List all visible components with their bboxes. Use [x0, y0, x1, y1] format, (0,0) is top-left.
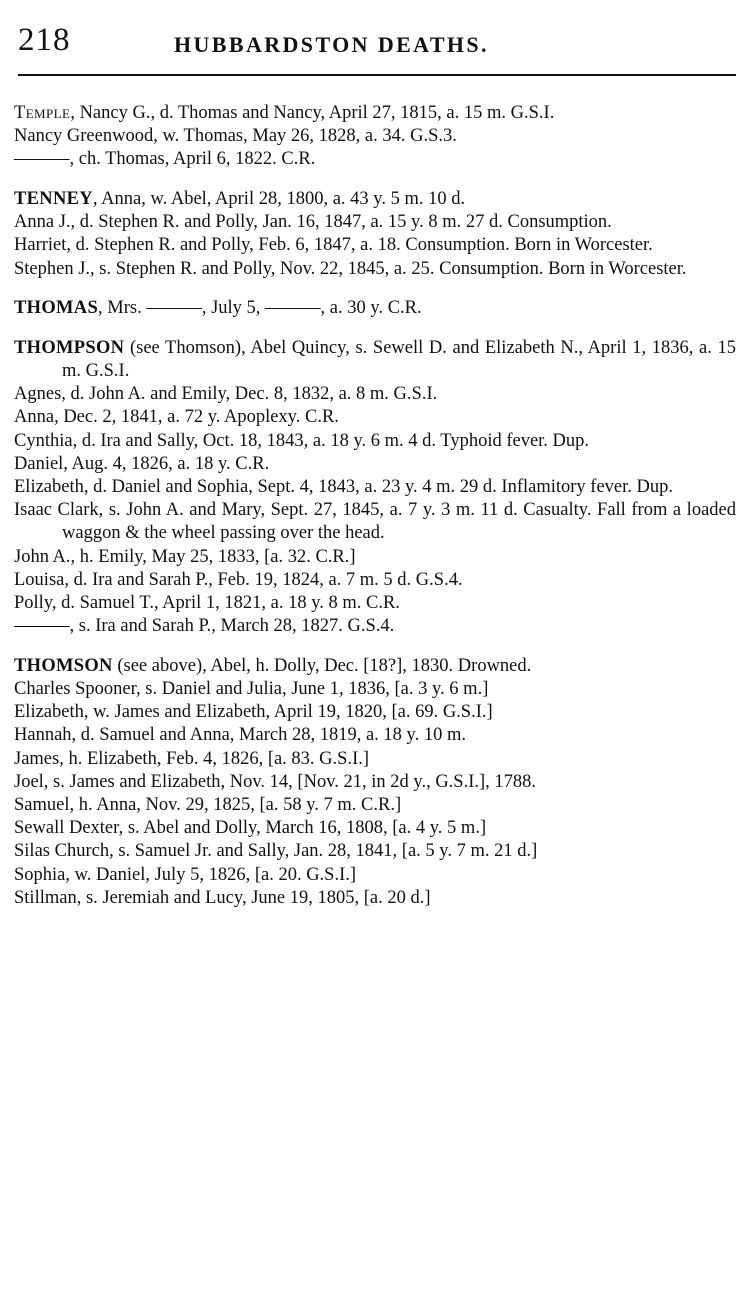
- death-entry: Stillman, s. Jeremiah and Lucy, June 19, 1805, [a. 20 d.]: [14, 887, 431, 908]
- death-records: [14, 102, 736, 926]
- surname-heading: THOMPSON: [14, 337, 125, 358]
- death-entry: Samuel, h. Anna, Nov. 29, 1825, [a. 58 y. 7 m. C.R.]: [14, 795, 402, 816]
- running-title: HUBBARDSTON DEATHS.: [174, 32, 489, 57]
- death-entry: ———, s. Ira and Sarah P., March 28, 1827. G.S.4.: [14, 616, 395, 637]
- death-entry: Charles Spooner, s. Daniel and Julia, June 1, 1836, [a. 3 y. 6 m.]: [14, 679, 489, 700]
- surname-heading: TENNEY: [14, 189, 93, 209]
- page-number: 218: [18, 22, 71, 58]
- death-entry: THOMPSON (see Thomson), Abel Quincy, s. Sewell D. and Elizabeth N., April 1, 1836, a. 15 m. G.S.I.: [14, 337, 736, 381]
- death-entry: Anna, Dec. 2, 1841, a. 72 y. Apoplexy. C.R.: [14, 407, 339, 428]
- surname-group: [14, 655, 736, 910]
- death-entry: Polly, d. Samuel T., April 1, 1821, a. 18 y. 8 m. C.R.: [14, 593, 400, 614]
- death-entry: ———, ch. Thomas, April 6, 1822. C.R.: [14, 149, 316, 170]
- death-entry: Hannah, d. Samuel and Anna, March 28, 1819, a. 18 y. 10 m.: [14, 725, 466, 746]
- death-entry: Sewall Dexter, s. Abel and Dolly, March 16, 1808, [a. 4 y. 5 m.]: [14, 818, 487, 839]
- death-entry: Sophia, w. Daniel, July 5, 1826, [a. 20. G.S.I.]: [14, 864, 357, 885]
- death-entry: Temple, Nancy G., d. Thomas and Nancy, April 27, 1815, a. 15 m. G.S.I.: [14, 103, 555, 123]
- surname-group: [14, 102, 736, 172]
- death-entry: Louisa, d. Ira and Sarah P., Feb. 19, 1824, a. 7 m. 5 d. G.S.4.: [14, 569, 463, 590]
- death-entry: Daniel, Aug. 4, 1826, a. 18 y. C.R.: [14, 453, 270, 474]
- death-entry: Nancy Greenwood, w. Thomas, May 26, 1828, a. 34. G.S.3.: [14, 126, 457, 147]
- death-entry: John A., h. Emily, May 25, 1833, [a. 32. C.R.]: [14, 546, 356, 567]
- death-entry: Elizabeth, w. James and Elizabeth, April 19, 1820, [a. 69. G.S.I.]: [14, 702, 493, 723]
- death-entry: Isaac Clark, s. John A. and Mary, Sept. 27, 1845, a. 7 y. 3 m. 11 d. Casualty. Fall from a loaded waggon & the wheel passing over the head.: [14, 500, 736, 544]
- surname-heading: THOMAS: [14, 298, 99, 319]
- surname-group: [14, 297, 736, 320]
- surname-group: [14, 188, 736, 281]
- death-entry: Stephen J., s. Stephen R. and Polly, Nov. 22, 1845, a. 25. Consumption. Born in Worcester.: [14, 258, 687, 279]
- death-entry: Elizabeth, d. Daniel and Sophia, Sept. 4, 1843, a. 23 y. 4 m. 29 d. Inflamitory fever. Dup.: [14, 477, 674, 498]
- death-entry: Silas Church, s. Samuel Jr. and Sally, Jan. 28, 1841, [a. 5 y. 7 m. 21 d.]: [14, 841, 538, 862]
- surname-group: [14, 337, 736, 639]
- surname-heading: THOMSON: [14, 655, 113, 676]
- death-entry: THOMAS, Mrs. ———, July 5, ———, a. 30 y. C.R.: [14, 298, 422, 319]
- death-entry: THOMSON (see above), Abel, h. Dolly, Dec. [18?], 1830. Drowned.: [14, 655, 532, 676]
- death-entry: Harriet, d. Stephen R. and Polly, Feb. 6, 1847, a. 18. Consumption. Born in Worcester.: [14, 235, 653, 256]
- death-entry: Cynthia, d. Ira and Sally, Oct. 18, 1843, a. 18 y. 6 m. 4 d. Typhoid fever. Dup.: [14, 430, 590, 451]
- surname-heading: Temple: [14, 103, 71, 123]
- death-entry: TENNEY, Anna, w. Abel, April 28, 1800, a. 43 y. 5 m. 10 d.: [14, 189, 466, 209]
- death-entry: Anna J., d. Stephen R. and Polly, Jan. 16, 1847, a. 15 y. 8 m. 27 d. Consumption.: [14, 212, 612, 233]
- header-rule: [18, 74, 736, 76]
- death-entry: Agnes, d. John A. and Emily, Dec. 8, 1832, a. 8 m. G.S.I.: [14, 384, 438, 405]
- death-entry: Joel, s. James and Elizabeth, Nov. 14, [Nov. 21, in 2d y., G.S.I.], 1788.: [14, 771, 537, 792]
- page-header: [18, 20, 730, 68]
- death-entry: James, h. Elizabeth, Feb. 4, 1826, [a. 83. G.S.I.]: [14, 748, 370, 769]
